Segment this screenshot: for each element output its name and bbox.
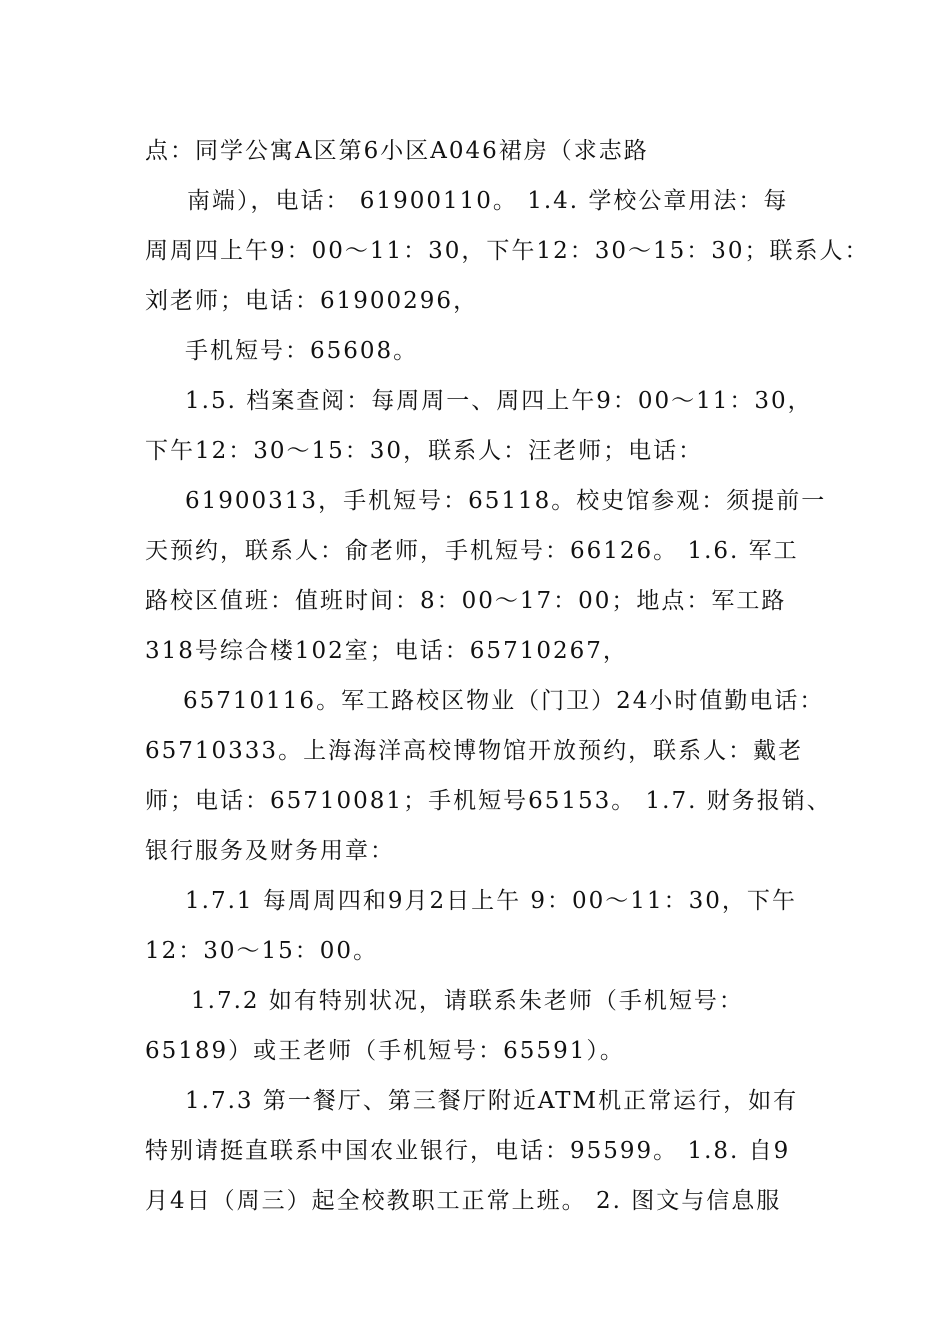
text-line: 318号综合楼102室；电话：65710267， <box>145 638 628 664</box>
text-line: 特别请挺直联系中国农业银行，电话：95599。 1.8. 自9 <box>145 1138 791 1164</box>
text-line: 12：30～15：00。 <box>145 938 379 964</box>
text-line: 刘老师；电话：61900296， <box>145 288 479 314</box>
text-line: 65710116。军工路校区物业（门卫）24小时值勤电话： <box>183 688 825 714</box>
text-line: 点：同学公寓A区第6小区A046裙房（求志路 <box>145 138 649 164</box>
text-line: 1.7.1 每周周四和9月2日上午 9：00～11：30，下午 <box>185 888 797 914</box>
text-line: 1.5. 档案查阅：每周周一、周四上午9：00～11：30， <box>185 388 813 414</box>
text-line: 1.7.3 第一餐厅、第三餐厅附近ATM机正常运行，如有 <box>185 1088 799 1114</box>
text-line: 手机短号：65608。 <box>185 338 419 364</box>
text-line: 月4日（周三）起全校教职工正常上班。 2. 图文与信息服 <box>145 1188 782 1214</box>
text-line: 路校区值班：值班时间：8：00～17：00；地点：军工路 <box>145 588 787 614</box>
text-line: 65189）或王老师（手机短号：65591）。 <box>145 1038 625 1064</box>
text-line: 65710333。上海海洋高校博物馆开放预约，联系人：戴老 <box>145 738 804 764</box>
text-line: 下午12：30～15：30，联系人：汪老师；电话： <box>145 438 704 464</box>
text-line: 1.7.2 如有特别状况，请联系朱老师（手机短号： <box>191 988 744 1014</box>
text-line: 天预约，联系人：俞老师，手机短号：66126。 1.6. 军工 <box>145 538 799 564</box>
text-line: 南端），电话： 61900110。 1.4. 学校公章用法：每 <box>187 188 789 214</box>
text-line: 银行服务及财务用章： <box>145 838 395 864</box>
text-line: 周周四上午9：00～11：30，下午12：30～15：30；联系人： <box>145 238 870 264</box>
text-line: 61900313，手机短号：65118。校史馆参观：须提前一 <box>185 488 827 514</box>
text-line: 师；电话：65710081；手机短号65153。 1.7. 财务报销、 <box>145 788 832 814</box>
